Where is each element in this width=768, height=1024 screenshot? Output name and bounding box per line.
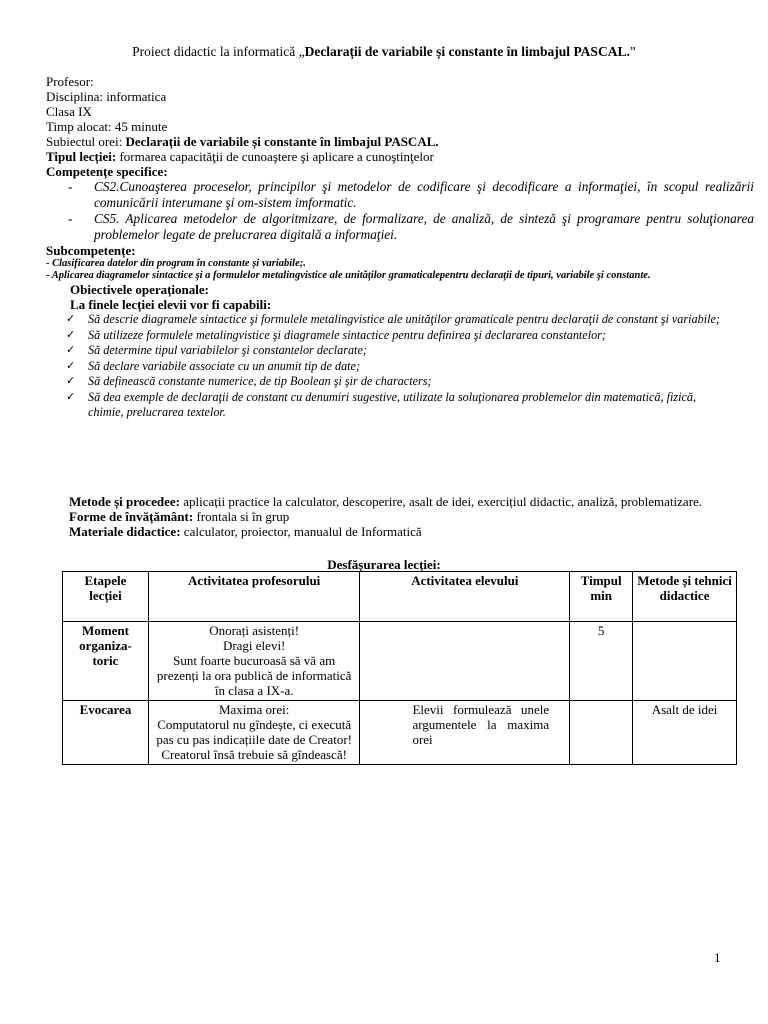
- cell-student: [360, 622, 570, 701]
- header-metode: Metode și tehnici didactice: [633, 572, 737, 622]
- lesson-info: [46, 74, 754, 421]
- metode-line: [69, 494, 729, 509]
- forme-value: frontala si în grup: [193, 509, 290, 524]
- checkmark-icon: ✓: [66, 344, 76, 356]
- competenta-item: - CS5. Aplicarea metodelor de algoritmizare, de formalizare, de analiză, de sinteză şi programare pentru soluţionarea problemelor legate de prelucrarea digitală a informaţiei.: [68, 211, 754, 242]
- subiect-label: Subiectul orei:: [46, 134, 126, 149]
- title-suffix: ”: [629, 44, 636, 59]
- table-header-row: [63, 572, 737, 622]
- cell-student: Elevii formulează unele argumentele la maxima orei: [360, 701, 570, 765]
- lesson-table: [62, 571, 737, 765]
- checkmark-icon: ✓: [66, 390, 76, 403]
- forme-line: [69, 509, 729, 524]
- cell-stage: Evocarea: [63, 701, 149, 765]
- obiectiv-item: ✓ Să descrie diagramele sintactice şi formulele metalingvistice ale unităţilor gramaticale pentru declaraţii de constant şi variabile;: [66, 312, 720, 326]
- tip-value: formarea capacităţii de cunoaştere şi aplicare a cunoştinţelor: [116, 149, 434, 164]
- page-number: 1: [714, 950, 721, 965]
- checkmark-icon: ✓: [66, 375, 76, 387]
- cell-teacher: Maxima orei: Computatorul nu gîndește, ci execută pas cu pas indicațiile date de Creator! Creatorul însă trebuie să gîndească!: [148, 701, 360, 765]
- document-title: [0, 44, 768, 60]
- obiective-list: [46, 312, 726, 421]
- cell-stage: Moment organiza-toric: [63, 622, 149, 701]
- subiect-line: [46, 134, 726, 149]
- subcompetenta-item: - Aplicarea diagramelor sintactice şi a formulelor metalingvistice ale unităţilor gramaticalepentru declaraţii de tipuri, variabile şi constante.: [46, 270, 651, 281]
- clasa-line: Clasa IX: [46, 104, 92, 119]
- competente-list: [46, 179, 754, 243]
- materiale-line: [69, 524, 729, 539]
- checkmark-icon: ✓: [66, 359, 76, 372]
- cell-time: 5: [570, 622, 633, 701]
- obiectiv-item: ✓ Să utilizeze formulele metalingvistice şi diagramele sintactice pentru definirea şi declararea constantelor;: [66, 327, 606, 342]
- desfasurare-heading: Desfășurarea lecției:: [327, 557, 441, 572]
- cell-teacher: Onorați asistenți! Dragi elevi! Sunt foarte bucuroasă să vă am prezenți la ora publică de informatică în clasa a IX-a.: [148, 622, 360, 701]
- competente-label: Competențe specifice:: [46, 164, 168, 179]
- tip-line: [46, 149, 726, 164]
- profesor-line: Profesor:: [46, 74, 94, 89]
- cell-time: [570, 701, 633, 765]
- methods-section: [69, 494, 729, 539]
- materiale-value: calculator, proiector, manualul de Informatică: [180, 524, 422, 539]
- obiectiv-item: ✓ Să definească constante numerice, de tip Boolean şi şir de characters;: [66, 374, 432, 388]
- timp-line: Timp alocat: 45 minute: [46, 119, 168, 134]
- materiale-label: Materiale didactice:: [69, 524, 181, 539]
- header-etapele: Etapele lecției: [63, 572, 149, 622]
- table-row: [63, 701, 737, 765]
- obiectiv-item: ✓ Să determine tipul variabilelor şi constantelor declarate;: [66, 343, 367, 357]
- obiective-label: Obiectivele operaționale:: [70, 282, 209, 297]
- cell-methods: Asalt de idei: [633, 701, 737, 765]
- obiectiv-item: ✓ Să dea exemple de declaraţii de constant cu denumiri sugestive, utilizate la soluţionarea problemelor din matematică, fizică, chimie, prelucrarea textelor.: [66, 389, 697, 419]
- header-timp: Timpul min: [570, 572, 633, 622]
- metode-label: Metode și procedee:: [69, 494, 180, 509]
- cell-methods: [633, 622, 737, 701]
- subcompetente-label: Subcompetențe:: [46, 243, 136, 258]
- header-profesor: Activitatea profesorului: [148, 572, 360, 622]
- checkmark-icon: ✓: [66, 313, 76, 325]
- subcompetenta-item: - Clasificarea datelor din program în constante și variabile;.: [46, 258, 306, 269]
- tip-label: Tipul lecției:: [46, 149, 117, 164]
- forme-label: Forme de învățământ:: [69, 509, 194, 524]
- obiectiv-item: ✓ Să declare variabile associate cu un anumit tip de date;: [66, 358, 361, 373]
- disciplina-line: Disciplina: informatica: [46, 89, 167, 104]
- competenta-item: - CS2.Cunoaşterea proceselor, principilor şi metodelor de codificare şi decodificare a informaţiei, în scopul realizării comunicării interumane şi om-sistem imformatic.: [68, 179, 754, 210]
- checkmark-icon: ✓: [66, 328, 76, 341]
- obiective-intro: La finele lecției elevii vor fi capabili:: [70, 297, 272, 312]
- title-prefix: Proiect didactic la informatică „: [132, 44, 305, 59]
- header-elev: Activitatea elevului: [360, 572, 570, 622]
- subiect-value: Declarații de variabile și constante în limbajul PASCAL.: [125, 134, 439, 149]
- table-row: [63, 622, 737, 701]
- metode-value: aplicații practice la calculator, descoperire, asalt de idei, exercițiul didactic, analiză, problematizare.: [179, 494, 703, 509]
- title-topic: Declarații de variabile și constante în limbajul PASCAL.: [304, 44, 630, 59]
